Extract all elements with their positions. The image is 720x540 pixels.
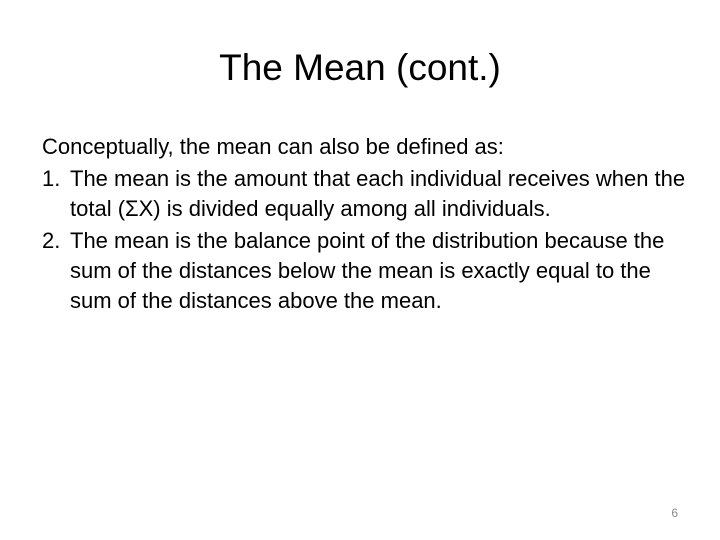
list-item-1 xyxy=(42,164,692,224)
slide-title: The Mean (cont.) xyxy=(219,47,501,88)
list-number-2: 2. xyxy=(42,228,61,253)
slide-body xyxy=(42,132,692,318)
intro-text: Conceptually, the mean can also be defined as: xyxy=(42,134,504,159)
page-number: 6 xyxy=(671,506,678,520)
list-text-2: The mean is the balance point of the distribution because the sum of the distances below the mean is exactly equal to the sum of the distances above the mean. xyxy=(70,228,665,313)
list-item-2 xyxy=(42,226,692,316)
list-number-1: 1. xyxy=(42,166,61,191)
list-text-1: The mean is the amount that each individual receives when the total (ΣX) is divided equally among all individuals. xyxy=(70,166,686,221)
